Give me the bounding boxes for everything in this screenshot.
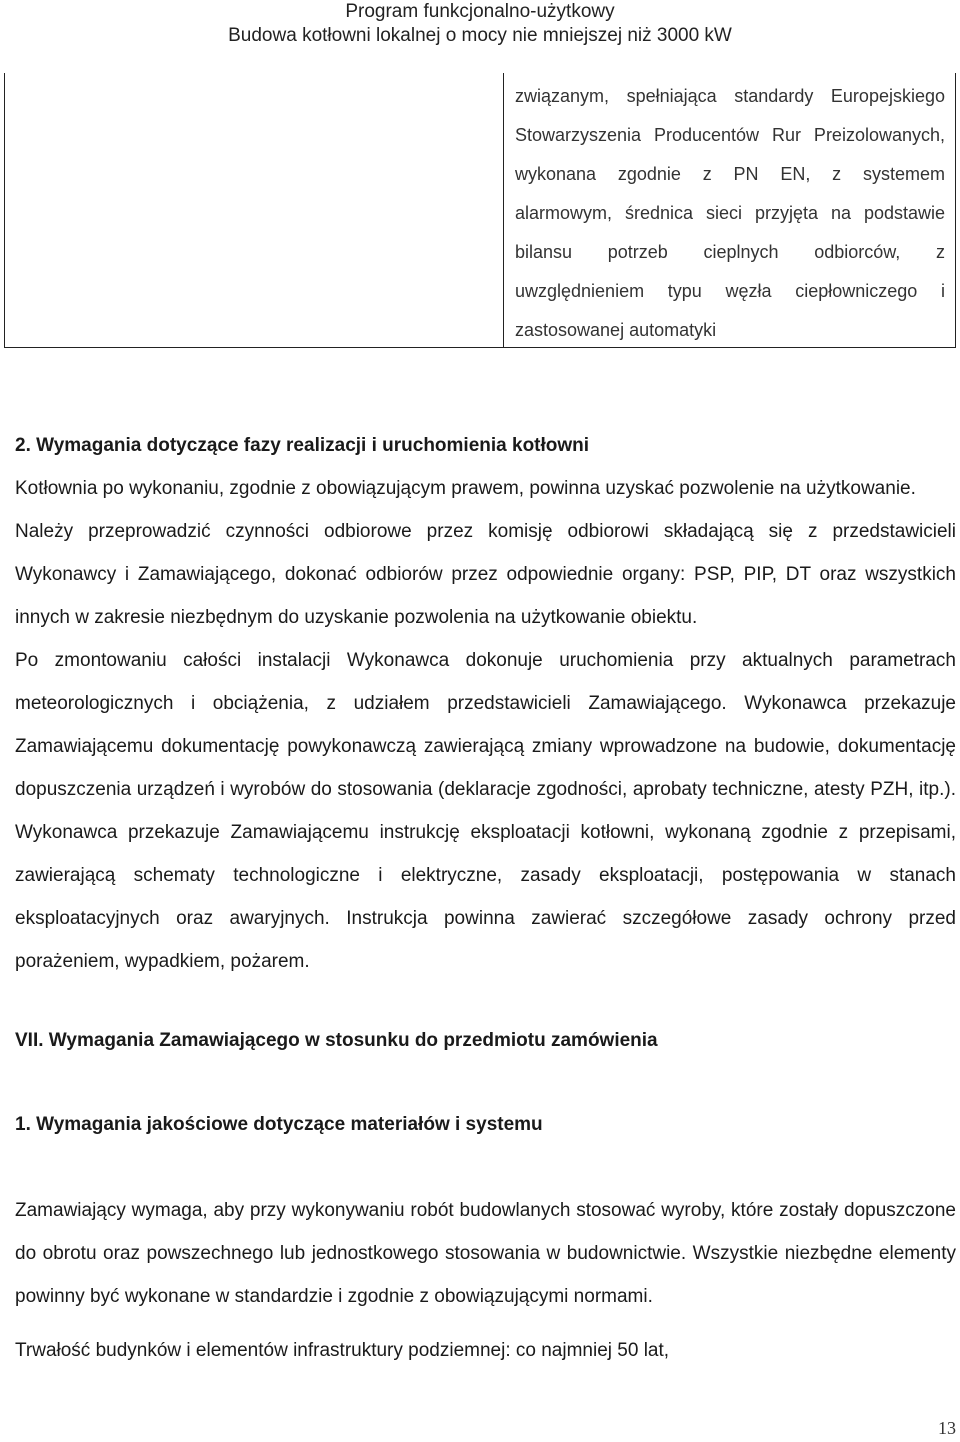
section-2-paragraph-3: Po zmontowaniu całości instalacji Wykonawca dokonuje uruchomienia przy aktualnych parametrach meteorologicznych i obciążenia, z udziałem przedstawicieli Zamawiającego. Wykonawca przekazuje Zamawiającemu dokumentację powykonawczą zawierającą zmiany wprowadzone na budowie, dokumentację dopuszczenia urządzeń i wyrobów do stosowania (deklaracje zgodności, aprobaty techniczne, atesty PZH, itp.). Wykonawca przekazuje Zamawiającemu instrukcję eksploatacji kotłowni, wykonaną zgodnie z przepisami, zawierającą schematy technologiczne i elektryczne, zasady eksploatacji, postępowania w stanach eksploatacyjnych oraz awaryjnych. Instrukcja powinna zawierać szczegółowe zasady ochrony przed porażeniem, wypadkiem, pożarem.	[15, 650, 956, 972]
section-7-1-paragraph-1: Zamawiający wymaga, aby przy wykonywaniu robót budowlanych stosować wyroby, które zostały dopuszczone do obrotu oraz powszechnego lub jednostkowego stosowania w budownictwie. Wszystkie niezbędne elementy powinny być wykonane w standardzie i zgodnie z obowiązującymi normami.	[15, 1200, 956, 1307]
section-2	[15, 434, 956, 458]
section-2-paragraph-1: Kotłownia po wykonaniu, zgodnie z obowiązującym prawem, powinna uzyskać pozwolenie na użytkowanie.	[15, 478, 916, 499]
section-7-heading: VII. Wymagania Zamawiającego w stosunku do przedmiotu zamówienia	[15, 1030, 658, 1051]
section-7-1-durability	[15, 1329, 956, 1372]
section-7-1	[15, 1113, 956, 1137]
document-header	[0, 0, 960, 48]
page-number: 13	[938, 1418, 956, 1438]
section-7-1-body	[15, 1189, 956, 1318]
section-7-1-paragraph-2: Trwałość budynków i elementów infrastruktury podziemnej: co najmniej 50 lat,	[15, 1340, 670, 1361]
section-2-body	[15, 467, 956, 983]
table-column-divider	[503, 73, 504, 347]
section-2-paragraph-2: Należy przeprowadzić czynności odbiorowe przez komisję odbiorowi składającą się z przedstawicieli Wykonawcy i Zamawiającego, dokonać odbiorów przez odpowiednie organy: PSP, PIP, DT oraz wszystkich innych w zakresie niezbędnym do uzyskanie pozwolenia na użytkowanie obiektu.	[15, 521, 956, 628]
requirements-table-fragment	[4, 73, 956, 348]
section-7-1-heading: 1. Wymagania jakościowe dotyczące materiałów i systemu	[15, 1114, 543, 1135]
section-2-heading: 2. Wymagania dotyczące fazy realizacji i uruchomienia kotłowni	[15, 435, 590, 456]
table-cell-description: związanym, spełniająca standardy Europejskiego Stowarzyszenia Producentów Rur Preizolowanych, wykonana zgodnie z PN EN, z systemem alarmowym, średnica sieci przyjęta na podstawie bilansu potrzeb cieplnych odbiorców, z uwzględnieniem typu węzła ciepłowniczego i zastosowanej automatyki	[515, 86, 945, 340]
section-7	[15, 1029, 956, 1053]
header-program-title: Program funkcjonalno-użytkowy	[345, 1, 615, 22]
header-project-title: Budowa kotłowni lokalnej o mocy nie mniejszej niż 3000 kW	[228, 25, 732, 46]
